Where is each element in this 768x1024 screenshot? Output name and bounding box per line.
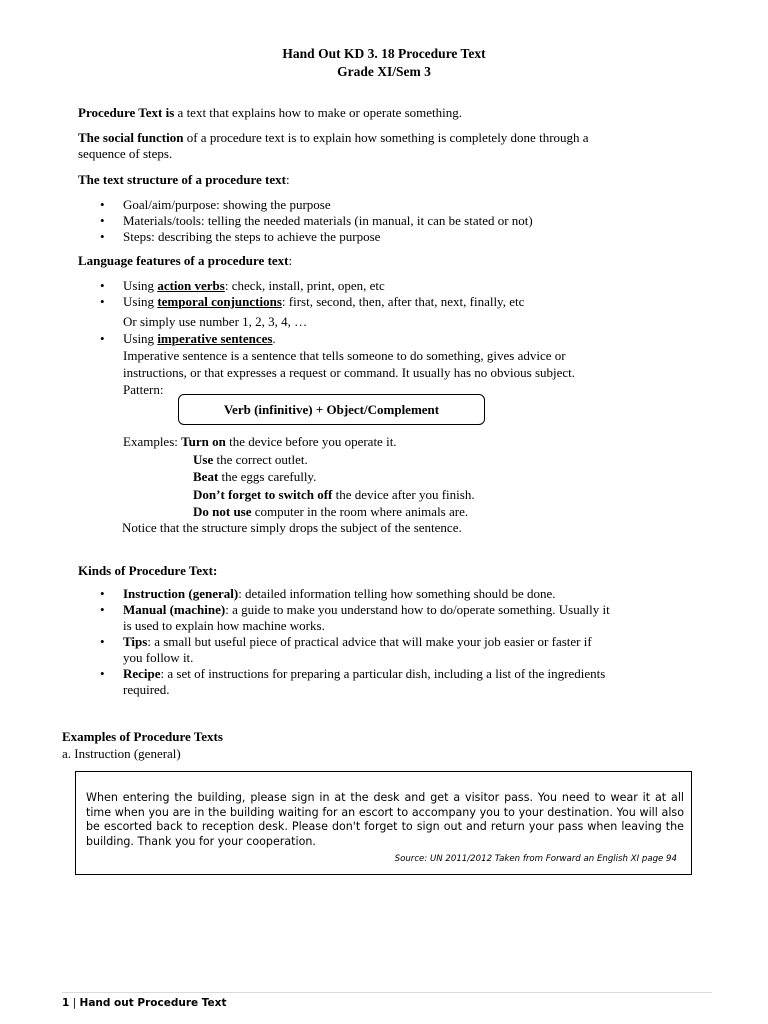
bullet-icon: • [100, 294, 105, 309]
example-box-text: When entering the building, please sign in at the desk and get a visitor pass. You need to wear it at all time when you are in the building waiting for an escort to accompany you to your destination. You will also be escorted back to reception desk. Please don't forget to sign out and return your pass when leaving the building. Thank you for your cooperation. [86, 791, 684, 849]
list-item: • Goal/aim/purpose: showing the purpose [100, 197, 331, 212]
bullet-icon: • [100, 197, 105, 212]
footer-divider [62, 992, 712, 993]
imperative-definition-line1: Imperative sentence is a sentence that tells someone to do something, gives advice or [123, 348, 566, 363]
temporal-alt-line: Or simply use number 1, 2, 3, 4, … [123, 314, 308, 329]
footer-text: Hand out Procedure Text [79, 997, 227, 1009]
bullet-icon: • [100, 213, 105, 228]
bullet-icon: • [100, 229, 105, 244]
imperative-list [100, 331, 700, 347]
definition-paragraph [78, 105, 698, 121]
bullet-icon: • [100, 666, 105, 681]
page-title: Hand Out KD 3. 18 Procedure Text [282, 46, 486, 61]
bullet-icon: • [100, 278, 105, 293]
language-features-list [100, 278, 700, 310]
example-box [75, 771, 692, 875]
example-line: Beat the eggs carefully. [193, 469, 317, 484]
social-function-paragraph [78, 130, 708, 146]
social-function-text-line2: sequence of steps. [78, 146, 173, 161]
language-features-heading: Language features of a procedure text: [78, 253, 293, 268]
list-item: • Using action verbs: check, install, print, open, etc [100, 278, 385, 293]
structure-list [100, 197, 700, 245]
bullet-icon: • [100, 634, 105, 649]
list-item: • Steps: describing the steps to achieve the purpose [100, 229, 381, 244]
definition-term: Procedure Text is [78, 105, 175, 120]
action-verbs-term: action verbs [157, 278, 225, 293]
social-function-term: The social function [78, 130, 184, 145]
temporal-conjunctions-term: temporal conjunctions [157, 294, 282, 309]
kinds-list [100, 586, 690, 698]
pattern-box: Verb (infinitive) + Object/Complement [178, 394, 485, 425]
example-source: Source: UN 2011/2012 Taken from Forward an English XI page 94 [394, 854, 677, 864]
list-item: • Recipe: a set of instructions for preparing a particular dish, including a list of the ingredients required. [100, 666, 606, 697]
example-line: Do not use computer in the room where animals are. [193, 504, 469, 519]
examples-heading: Examples of Procedure Texts [62, 729, 223, 744]
imperative-definition-line2: instructions, or that expresses a request or command. It usually has no obvious subject. [123, 365, 576, 380]
pattern-label: Pattern: [123, 382, 164, 397]
bullet-icon: • [100, 586, 105, 601]
page-subtitle: Grade XI/Sem 3 [337, 64, 431, 79]
list-item: • Tips: a small but useful piece of practical advice that will make your job easier or faster if you follow it. [100, 634, 592, 665]
list-item: • Instruction (general): detailed information telling how something should be done. [100, 586, 556, 601]
bullet-icon: • [100, 602, 105, 617]
page-footer: 1 | Hand out Procedure Text [62, 997, 227, 1009]
bullet-icon: • [100, 331, 105, 346]
notice-text: Notice that the structure simply drops the subject of the sentence. [122, 520, 462, 535]
structure-heading: The text structure of a procedure text: [78, 172, 290, 187]
list-item: • Using temporal conjunctions: first, second, then, after that, next, finally, etc [100, 294, 525, 309]
list-item: • Using imperative sentences. [100, 331, 276, 346]
page-number: 1 [62, 997, 70, 1009]
example-line: Don’t forget to switch off the device after you finish. [193, 487, 475, 502]
examples-label: Examples: [123, 434, 182, 449]
example-line: Examples: Turn on the device before you operate it. [123, 434, 397, 449]
kinds-heading: Kinds of Procedure Text: [78, 563, 218, 578]
imperative-term: imperative sentences [157, 331, 273, 346]
list-item: • Materials/tools: telling the needed materials (in manual, it can be stated or not) [100, 213, 533, 228]
examples-subheading: a. Instruction (general) [62, 746, 181, 761]
example-line: Use the correct outlet. [193, 452, 308, 467]
social-function-text: of a procedure text is to explain how something is completely done through a [183, 130, 589, 145]
definition-text: a text that explains how to make or operate something. [174, 105, 463, 120]
list-item: • Manual (machine): a guide to make you understand how to do/operate something. Usually it is used to explain how machine works. [100, 602, 610, 633]
